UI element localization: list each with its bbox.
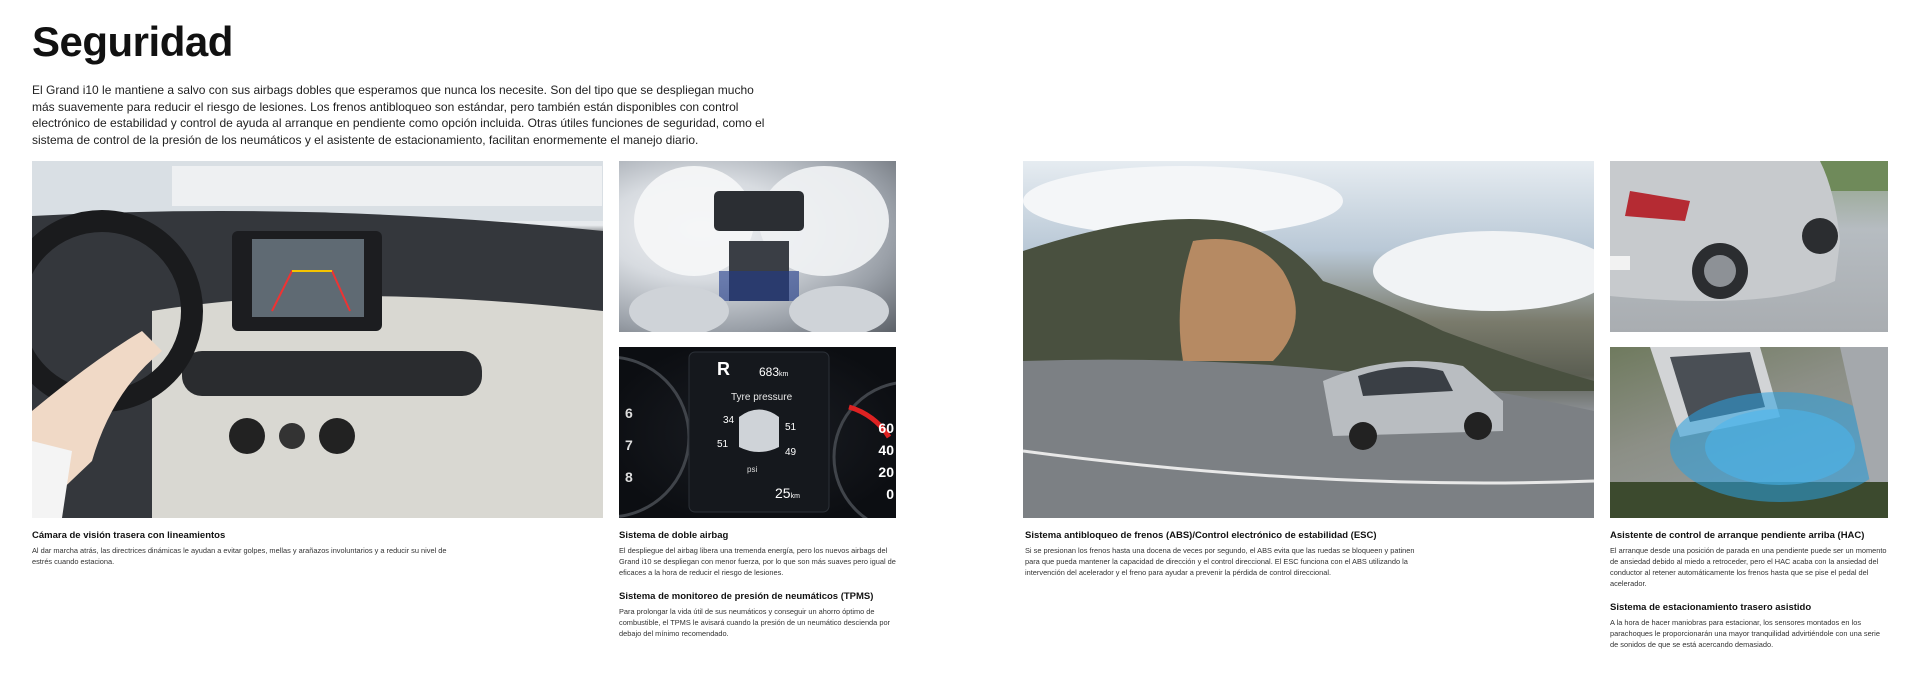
range-unit: km <box>779 371 789 378</box>
caption-text: Para prolongar la vida útil de sus neumáticos y conseguir un ahorro óptimo de combustible, el TPMS le avisará cuando la presión de un neumático descienda por debajo del mínimo recomendado. <box>619 607 891 638</box>
caption-title: Sistema de monitoreo de presión de neumáticos (TPMS) <box>619 591 874 602</box>
caption-text: Al dar marcha atrás, las directrices dinámicas le ayudan a evitar golpes, mellas y arañazos involuntarios y a reducir su nivel de estrés cuando estaciona. <box>32 546 447 566</box>
abs-esc-photo <box>1023 161 1594 518</box>
caption-abs-esc <box>1025 530 1430 578</box>
caption-title: Sistema antibloqueo de frenos (ABS)/Control electrónico de estabilidad (ESC) <box>1025 530 1377 541</box>
caption-text: El arranque desde una posición de parada en una pendiente puede ser un momento de ansiedad debido al miedo a retroceder, pero el HAC acaba con la ansiedad del conductor al retener automáticamente los frenos hasta que se pise el pedal del acelerador. <box>1610 546 1887 588</box>
rear-parking-photo <box>1610 347 1888 518</box>
caption-text: El despliegue del airbag libera una tremenda energía, pero los nuevos airbags del Grand i10 se despliegan con menor fuerza, por lo que son más suaves pero igual de eficaces a la hora de reducir el riesgo de lesiones. <box>619 546 896 577</box>
pressure-front-left: 34 <box>723 415 735 426</box>
pressure-rear-right: 49 <box>785 447 797 458</box>
caption-title: Sistema de estacionamiento trasero asistido <box>1610 602 1812 613</box>
pressure-unit: psi <box>747 465 758 474</box>
gauge-right-ticks: 60 40 20 0 <box>878 420 894 502</box>
caption-text: Si se presionan los frenos hasta una docena de veces por segundo, el ABS evita que las ruedas se bloqueen y patinen para que pueda mantener la capacidad de dirección y el control direccional. El ESC funciona con el ABS utilizando la intervención del acelerador y el freno para ayudar a prevenir la pérdida de control direccional. <box>1025 546 1415 577</box>
pressure-rear-left: 51 <box>717 439 729 450</box>
caption-title: Cámara de visión trasera con lineamientos <box>32 530 226 541</box>
hill-start-photo <box>1610 161 1888 332</box>
caption-tpms <box>619 591 896 639</box>
rear-camera-photo <box>32 161 603 518</box>
tyre-pressure-label: Tyre pressure <box>731 392 793 403</box>
caption-parking <box>1610 602 1888 650</box>
speed-readout <box>775 485 800 501</box>
page-title: Seguridad <box>32 18 233 65</box>
speed-value: 25 <box>775 485 791 501</box>
dual-airbag-photo <box>619 161 896 332</box>
intro-paragraph: El Grand i10 le mantiene a salvo con sus airbags dobles que esperamos que nunca los necesite. Son del tipo que se despliegan mucho más suavemente para reducir el riesgo de lesiones. Los frenos antibloqueo son estándar, pero también están disponibles con control electrónico de estabilidad y control de ayuda al arranque en pendiente como opción incluida. Otras útiles funciones de seguridad, como el sistema de control de la presión de los neumáticos y el asistente de estacionamiento, facilitan enormemente el manejo diario. <box>32 83 765 147</box>
caption-airbag <box>619 530 896 578</box>
tpms-display-photo <box>619 347 896 518</box>
caption-title: Sistema de doble airbag <box>619 530 729 541</box>
range-value: 683 <box>759 365 780 379</box>
speed-unit: km <box>790 493 800 500</box>
caption-rear-camera <box>32 530 452 567</box>
caption-hac <box>1610 530 1888 589</box>
gear-indicator: R <box>717 359 730 379</box>
caption-title: Asistente de control de arranque pendiente arriba (HAC) <box>1610 530 1865 541</box>
pressure-front-right: 51 <box>785 422 797 433</box>
caption-text: A la hora de hacer maniobras para estacionar, los sensores montados en los parachoques le proporcionarán una mayor tranquilidad advirtiéndole con una serie de sonidos de que se está acercando demasiado. <box>1610 618 1880 649</box>
range-readout <box>759 365 788 379</box>
speedometer-left-ticks: 6 7 8 <box>625 405 633 485</box>
